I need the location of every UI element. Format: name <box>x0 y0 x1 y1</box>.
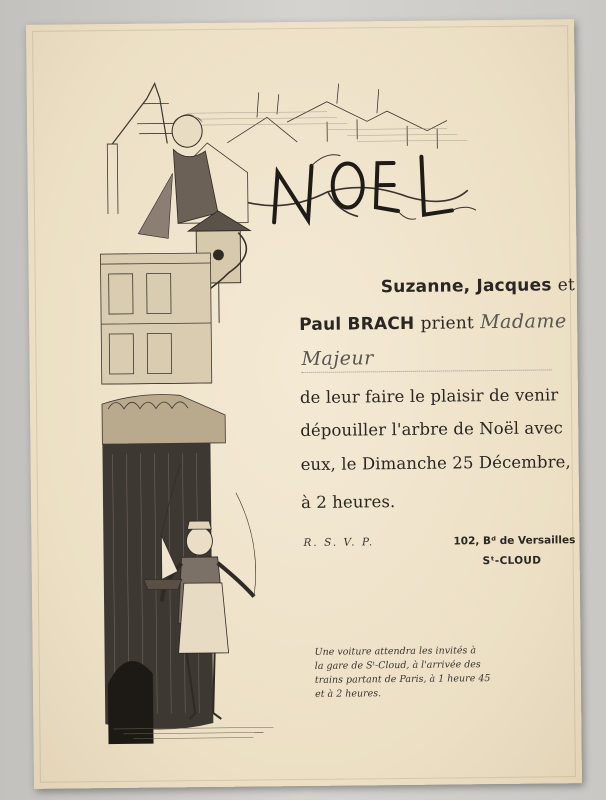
noel-title <box>265 140 496 242</box>
transport-note <box>315 644 494 702</box>
building-facade <box>100 253 225 444</box>
note-line: la gare de Sᵗ-Cloud, à l'arrivée des <box>314 659 481 672</box>
host-name-paul-brach: Paul BRACH <box>299 313 415 336</box>
invitation-text-line-4: à 2 heures. <box>300 492 396 513</box>
note-line: trains partant de Paris, à 1 heure 45 <box>314 673 491 686</box>
verb-prient: prient <box>420 313 475 334</box>
invitation-text-line-3: eux, le Dimanche 25 Décembre, <box>300 452 571 475</box>
address-line-1: 102, Bᵈ de Versailles <box>453 534 576 548</box>
rsvp-label: R. S. V. P. <box>303 536 375 550</box>
invitation-text-line-2: dépouiller l'arbre de Noël avec <box>300 418 564 441</box>
hosts-line-1 <box>381 275 575 297</box>
host-names-1: Suzanne, Jacques <box>380 275 552 298</box>
addressee-line <box>301 345 551 373</box>
note-line: Une voiture attendra les invités à <box>314 645 477 658</box>
salutation-handwritten: Madame <box>480 310 567 334</box>
address-line-2: Sᵗ-CLOUD <box>482 554 542 568</box>
conjunction-et: et <box>557 275 576 296</box>
hosts-line-2 <box>299 310 567 335</box>
addressee-handwritten: Majeur <box>301 347 374 371</box>
note-line: et à 2 heures. <box>314 688 382 700</box>
invitation-text-line-1: de leur faire le plaisir de venir <box>299 385 559 408</box>
invitation-card <box>26 19 582 789</box>
